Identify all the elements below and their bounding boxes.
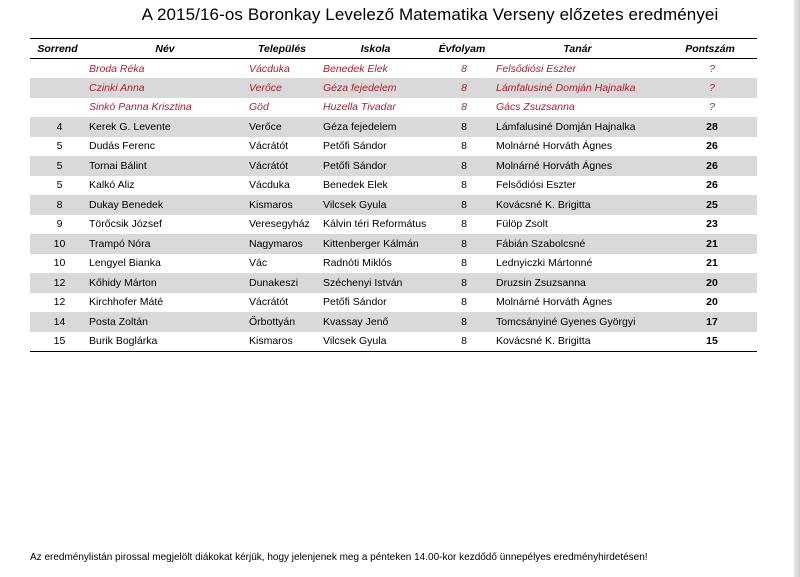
grade-cell: 8 xyxy=(461,335,467,347)
school-cell: Kálvin téri Református xyxy=(323,218,427,231)
grade-cell: 8 xyxy=(461,62,467,75)
rank-cell: 15 xyxy=(53,335,66,347)
rank-cell: 12 xyxy=(53,276,66,289)
name-cell: Tornai Bálint xyxy=(89,159,147,172)
rank-cell xyxy=(30,98,85,118)
points-cell: 25 xyxy=(706,198,718,211)
header-row xyxy=(30,39,757,59)
table-row xyxy=(30,215,757,235)
teacher-cell: Lednyiczki Mártonné xyxy=(496,257,593,270)
table-row xyxy=(30,293,757,313)
col-header-grade: Évfolyam xyxy=(438,42,486,55)
teacher-cell: Fülöp Zsolt xyxy=(496,218,548,231)
points-cell: 17 xyxy=(706,315,718,328)
school-cell: Kvassay Jenő xyxy=(323,315,389,328)
name-cell: Trampó Nóra xyxy=(89,237,151,250)
school-cell: Széchenyi István xyxy=(323,276,403,289)
col-header-town: Település xyxy=(257,42,307,55)
table-row xyxy=(30,117,757,137)
points-cell: ? xyxy=(709,62,715,75)
col-header-rank: Sorrend xyxy=(37,42,78,55)
name-cell: Broda Réka xyxy=(89,62,145,75)
table-row xyxy=(30,176,757,196)
table-row xyxy=(30,254,757,274)
teacher-cell: Felsődiósi Eszter xyxy=(496,62,576,75)
grade-cell: 8 xyxy=(461,237,467,250)
table-row xyxy=(30,312,757,332)
results-table xyxy=(30,38,757,352)
name-cell: Dudás Ferenc xyxy=(89,140,155,153)
school-cell: Vilcsek Gyula xyxy=(323,335,387,347)
rank-cell: 8 xyxy=(56,198,63,211)
grade-cell: 8 xyxy=(461,179,467,192)
name-cell: Kalkó Aliz xyxy=(89,179,135,192)
town-cell: Göd xyxy=(249,101,269,114)
table-row xyxy=(30,98,757,118)
points-cell: ? xyxy=(709,81,715,94)
points-cell: 21 xyxy=(706,237,718,250)
grade-cell: 8 xyxy=(461,140,467,153)
page-title: A 2015/16-os Boronkay Levelező Matematika Verseny előzetes eredményei xyxy=(141,5,719,24)
town-cell: Vác xyxy=(249,257,268,270)
points-cell: 15 xyxy=(706,335,718,347)
grade-cell: 8 xyxy=(461,257,467,270)
rank-cell: 9 xyxy=(56,218,63,231)
town-cell: Veresegyház xyxy=(249,218,310,231)
footer-note: Az eredménylistán pirossal megjelölt diákokat kérjük, hogy jelenjenek meg a pénteken 14.00-kor kezdődő ünnepélyes eredményhirdetésen! xyxy=(30,552,648,563)
rank-cell: 5 xyxy=(56,140,63,153)
town-cell: Dunakeszi xyxy=(249,276,299,289)
name-cell: Kerek G. Levente xyxy=(89,120,171,133)
grade-cell: 8 xyxy=(461,198,467,211)
table-row xyxy=(30,332,757,352)
school-cell: Benedek Elek xyxy=(323,62,388,75)
school-cell: Géza fejedelem xyxy=(323,120,397,133)
grade-cell: 8 xyxy=(461,81,467,94)
rank-cell: 10 xyxy=(53,237,66,250)
col-header-teacher: Tanár xyxy=(563,42,592,55)
points-cell: 20 xyxy=(706,276,718,289)
teacher-cell: Fábián Szabolcsné xyxy=(496,237,586,250)
table-row xyxy=(30,137,757,157)
window-edge xyxy=(794,0,800,577)
name-cell: Kirchhofer Máté xyxy=(89,296,164,309)
teacher-cell: Kovácsné K. Brigitta xyxy=(496,335,591,347)
table-row xyxy=(30,234,757,254)
rank-cell: 10 xyxy=(53,257,66,270)
grade-cell: 8 xyxy=(461,296,467,309)
name-cell: Kőhidy Márton xyxy=(89,276,157,289)
col-header-school: Iskola xyxy=(360,42,391,55)
school-cell: Géza fejedelem xyxy=(323,81,397,94)
grade-cell: 8 xyxy=(461,276,467,289)
rank-cell: 5 xyxy=(56,159,63,172)
teacher-cell: Gács Zsuzsanna xyxy=(496,101,575,114)
town-cell: Verőce xyxy=(249,120,282,133)
teacher-cell: Druzsin Zsuzsanna xyxy=(496,276,586,289)
teacher-cell: Felsődiósi Eszter xyxy=(496,179,576,192)
table-body xyxy=(30,59,757,352)
points-cell: 26 xyxy=(706,179,718,192)
table-row xyxy=(30,59,757,79)
town-cell: Vácrátót xyxy=(249,159,289,172)
teacher-cell: Molnárné Horváth Ágnes xyxy=(496,159,613,172)
rank-cell: 4 xyxy=(56,120,63,133)
town-cell: Kismaros xyxy=(249,198,293,211)
grade-cell: 8 xyxy=(461,120,467,133)
points-cell: 23 xyxy=(706,218,718,231)
name-cell: Lengyel Bianka xyxy=(89,257,161,270)
rank-cell: 12 xyxy=(53,296,66,309)
school-cell: Kittenberger Kálmán xyxy=(323,237,419,250)
teacher-cell: Molnárné Horváth Ágnes xyxy=(496,296,613,309)
town-cell: Vácrátót xyxy=(249,296,289,309)
name-cell: Dukay Benedek xyxy=(89,198,164,211)
school-cell: Huzella Tivadar xyxy=(323,101,396,114)
table-header xyxy=(30,39,757,59)
points-cell: 28 xyxy=(706,120,718,133)
school-cell: Vilcsek Gyula xyxy=(323,198,387,211)
name-cell: Sinkó Panna Krisztina xyxy=(89,101,192,114)
points-cell: 26 xyxy=(706,140,718,153)
grade-cell: 8 xyxy=(461,218,467,231)
table-row xyxy=(30,156,757,176)
teacher-cell: Molnárné Horváth Ágnes xyxy=(496,140,613,153)
points-cell: 20 xyxy=(706,296,718,309)
points-cell: ? xyxy=(709,101,715,114)
grade-cell: 8 xyxy=(461,101,467,114)
school-cell: Radnóti Miklós xyxy=(323,257,392,270)
teacher-cell: Tomcsányiné Gyenes Györgyi xyxy=(496,315,636,328)
town-cell: Vácduka xyxy=(249,179,290,192)
col-header-points: Pontszám xyxy=(685,42,735,55)
points-cell: 26 xyxy=(706,159,718,172)
name-cell: Czinki Anna xyxy=(89,81,145,94)
town-cell: Kismaros xyxy=(249,335,293,347)
teacher-cell: Kovácsné K. Brigitta xyxy=(496,198,591,211)
table-row xyxy=(30,273,757,293)
name-cell: Burik Boglárka xyxy=(89,335,158,347)
town-cell: Vácduka xyxy=(249,62,290,75)
grade-cell: 8 xyxy=(461,159,467,172)
school-cell: Petőfi Sándor xyxy=(323,159,387,172)
grade-cell: 8 xyxy=(461,315,467,328)
table-row xyxy=(30,78,757,98)
town-cell: Verőce xyxy=(249,81,282,94)
rank-cell xyxy=(30,78,85,98)
teacher-cell: Lámfalusiné Domján Hajnalka xyxy=(496,120,636,133)
name-cell: Posta Zoltán xyxy=(89,315,148,328)
rank-cell xyxy=(30,59,85,79)
col-header-name: Név xyxy=(155,42,175,55)
rank-cell: 5 xyxy=(56,179,63,192)
school-cell: Petőfi Sándor xyxy=(323,140,387,153)
town-cell: Nagymaros xyxy=(249,237,303,250)
name-cell: Törőcsik József xyxy=(89,218,162,231)
school-cell: Petőfi Sándor xyxy=(323,296,387,309)
school-cell: Benedek Elek xyxy=(323,179,388,192)
points-cell: 21 xyxy=(706,257,718,270)
town-cell: Vácrátót xyxy=(249,140,289,153)
teacher-cell: Lámfalusiné Domján Hajnalka xyxy=(496,81,636,94)
town-cell: Őrbottyán xyxy=(249,315,296,328)
table-row xyxy=(30,195,757,215)
rank-cell: 14 xyxy=(53,315,66,328)
